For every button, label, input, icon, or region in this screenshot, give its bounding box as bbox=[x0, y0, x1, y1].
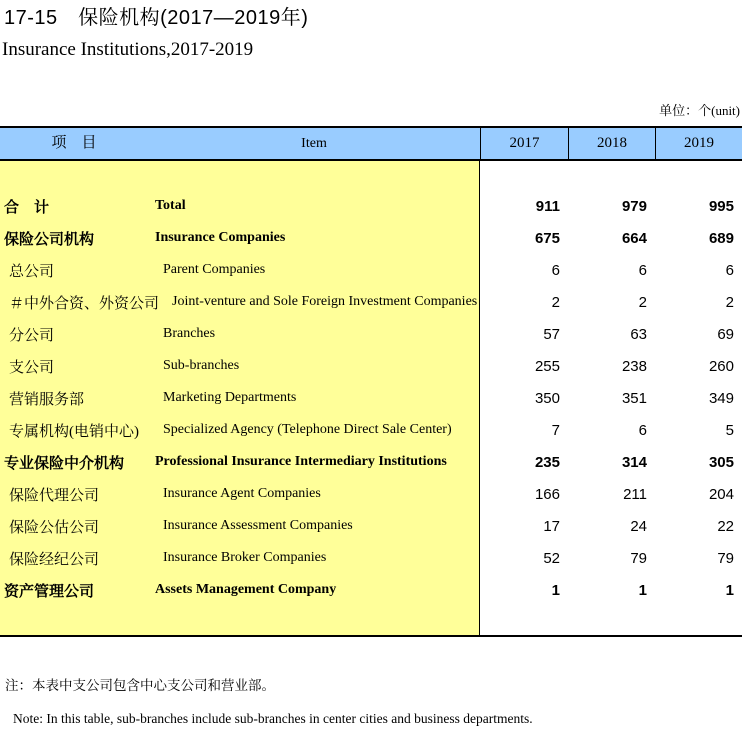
header-item-en: Item bbox=[301, 136, 327, 151]
row-value-2017: 675 bbox=[534, 229, 560, 247]
row-value-2017: 57 bbox=[543, 325, 560, 343]
table-row bbox=[0, 350, 742, 382]
table-header-row bbox=[0, 128, 742, 161]
row-value-2017: 6 bbox=[551, 261, 560, 279]
table-row bbox=[0, 446, 742, 478]
row-label-en: Insurance Assessment Companies bbox=[163, 518, 353, 533]
statistics-table bbox=[0, 126, 742, 637]
row-label-cn: 支公司 bbox=[9, 359, 55, 376]
row-value-2018: 6 bbox=[638, 421, 647, 439]
row-value-2018: 24 bbox=[630, 517, 647, 535]
row-label-en: Insurance Companies bbox=[155, 230, 286, 245]
table-row bbox=[0, 254, 742, 286]
row-value-2019: 204 bbox=[708, 485, 734, 503]
row-value-2019: 69 bbox=[717, 325, 734, 343]
row-value-2017: 350 bbox=[534, 389, 560, 407]
header-year-2018: 2018 bbox=[568, 128, 655, 159]
row-label-cn: 专属机构(电销中心) bbox=[9, 423, 139, 440]
row-label-cn: 保险代理公司 bbox=[9, 487, 100, 504]
row-value-2018: 6 bbox=[638, 261, 647, 279]
row-value-2019: 6 bbox=[725, 261, 734, 279]
row-label-en: Total bbox=[155, 198, 186, 213]
row-value-2018: 979 bbox=[621, 197, 647, 215]
header-item-cn: 项 目 bbox=[51, 135, 97, 151]
table-row bbox=[0, 286, 742, 318]
row-label-en: Insurance Broker Companies bbox=[163, 550, 327, 565]
unit-label: 单位：个(unit) bbox=[659, 103, 740, 118]
table-row bbox=[0, 382, 742, 414]
row-value-2019: 689 bbox=[708, 229, 734, 247]
row-label-cn: 保险公估公司 bbox=[9, 519, 100, 536]
note-cn: 注：本表中支公司包含中心支公司和营业部。 bbox=[5, 678, 275, 693]
row-value-2019: 5 bbox=[725, 421, 734, 439]
row-value-2019: 1 bbox=[725, 581, 734, 599]
table-row bbox=[0, 190, 742, 222]
row-label-cn: 专业保险中介机构 bbox=[4, 455, 125, 472]
row-label-en: Branches bbox=[163, 326, 216, 341]
row-label-en: Professional Insurance Intermediary Institutions bbox=[155, 454, 447, 469]
row-value-2017: 911 bbox=[535, 197, 560, 215]
row-value-2018: 314 bbox=[621, 453, 647, 471]
row-label-en: Joint-venture and Sole Foreign Investment Companies bbox=[172, 294, 478, 309]
page-title: 17-15 保险机构(2017—2019年) bbox=[4, 7, 309, 29]
row-label-cn: 保险公司机构 bbox=[4, 231, 95, 248]
row-label-en: Parent Companies bbox=[163, 262, 266, 277]
row-value-2017: 255 bbox=[534, 357, 560, 375]
row-value-2018: 238 bbox=[621, 357, 647, 375]
header-item-cell bbox=[0, 128, 480, 159]
row-value-2017: 7 bbox=[551, 421, 560, 439]
row-label-en: Sub-branches bbox=[163, 358, 240, 373]
table-row bbox=[0, 510, 742, 542]
table-row bbox=[0, 542, 742, 574]
table-row bbox=[0, 318, 742, 350]
row-value-2017: 17 bbox=[543, 517, 560, 535]
row-value-2019: 995 bbox=[708, 197, 734, 215]
row-value-2017: 2 bbox=[551, 293, 560, 311]
row-value-2018: 2 bbox=[638, 293, 647, 311]
row-value-2018: 63 bbox=[630, 325, 647, 343]
table-row bbox=[0, 222, 742, 254]
row-value-2019: 260 bbox=[708, 357, 734, 375]
header-year-2017: 2017 bbox=[480, 128, 568, 159]
note-en: Note: In this table, sub-branches include sub-branches in center cities and business departments. bbox=[13, 711, 533, 726]
row-value-2018: 664 bbox=[621, 229, 647, 247]
row-value-2019: 2 bbox=[725, 293, 734, 311]
row-value-2018: 211 bbox=[623, 485, 647, 503]
row-label-en: Assets Management Company bbox=[155, 582, 337, 597]
row-label-cn: ＃中外合资、外资公司 bbox=[9, 295, 160, 312]
row-value-2017: 52 bbox=[543, 549, 560, 567]
column-divider bbox=[479, 161, 480, 635]
row-label-cn: 资产管理公司 bbox=[4, 583, 95, 600]
row-value-2017: 235 bbox=[534, 453, 560, 471]
row-label-en: Marketing Departments bbox=[163, 390, 297, 405]
table-row bbox=[0, 414, 742, 446]
table-row bbox=[0, 478, 742, 510]
row-value-2018: 79 bbox=[630, 549, 647, 567]
row-label-cn: 营销服务部 bbox=[9, 391, 85, 408]
row-label-cn: 总公司 bbox=[9, 263, 55, 280]
row-label-cn: 合 计 bbox=[4, 199, 50, 216]
row-label-cn: 保险经纪公司 bbox=[9, 551, 100, 568]
row-label-cn: 分公司 bbox=[9, 327, 55, 344]
header-year-2019: 2019 bbox=[655, 128, 742, 159]
row-value-2019: 22 bbox=[717, 517, 734, 535]
row-value-2018: 351 bbox=[621, 389, 647, 407]
row-value-2018: 1 bbox=[638, 581, 647, 599]
table-body-rows bbox=[0, 190, 742, 606]
row-value-2017: 166 bbox=[534, 485, 560, 503]
row-label-en: Insurance Agent Companies bbox=[163, 486, 321, 501]
row-value-2019: 349 bbox=[708, 389, 734, 407]
table-body bbox=[0, 161, 742, 637]
row-value-2017: 1 bbox=[551, 581, 560, 599]
page-subtitle: Insurance Institutions,2017-2019 bbox=[2, 39, 254, 60]
row-label-en: Specialized Agency (Telephone Direct Sale Center) bbox=[163, 422, 452, 437]
row-value-2019: 79 bbox=[717, 549, 734, 567]
table-row bbox=[0, 574, 742, 606]
row-value-2019: 305 bbox=[708, 453, 734, 471]
